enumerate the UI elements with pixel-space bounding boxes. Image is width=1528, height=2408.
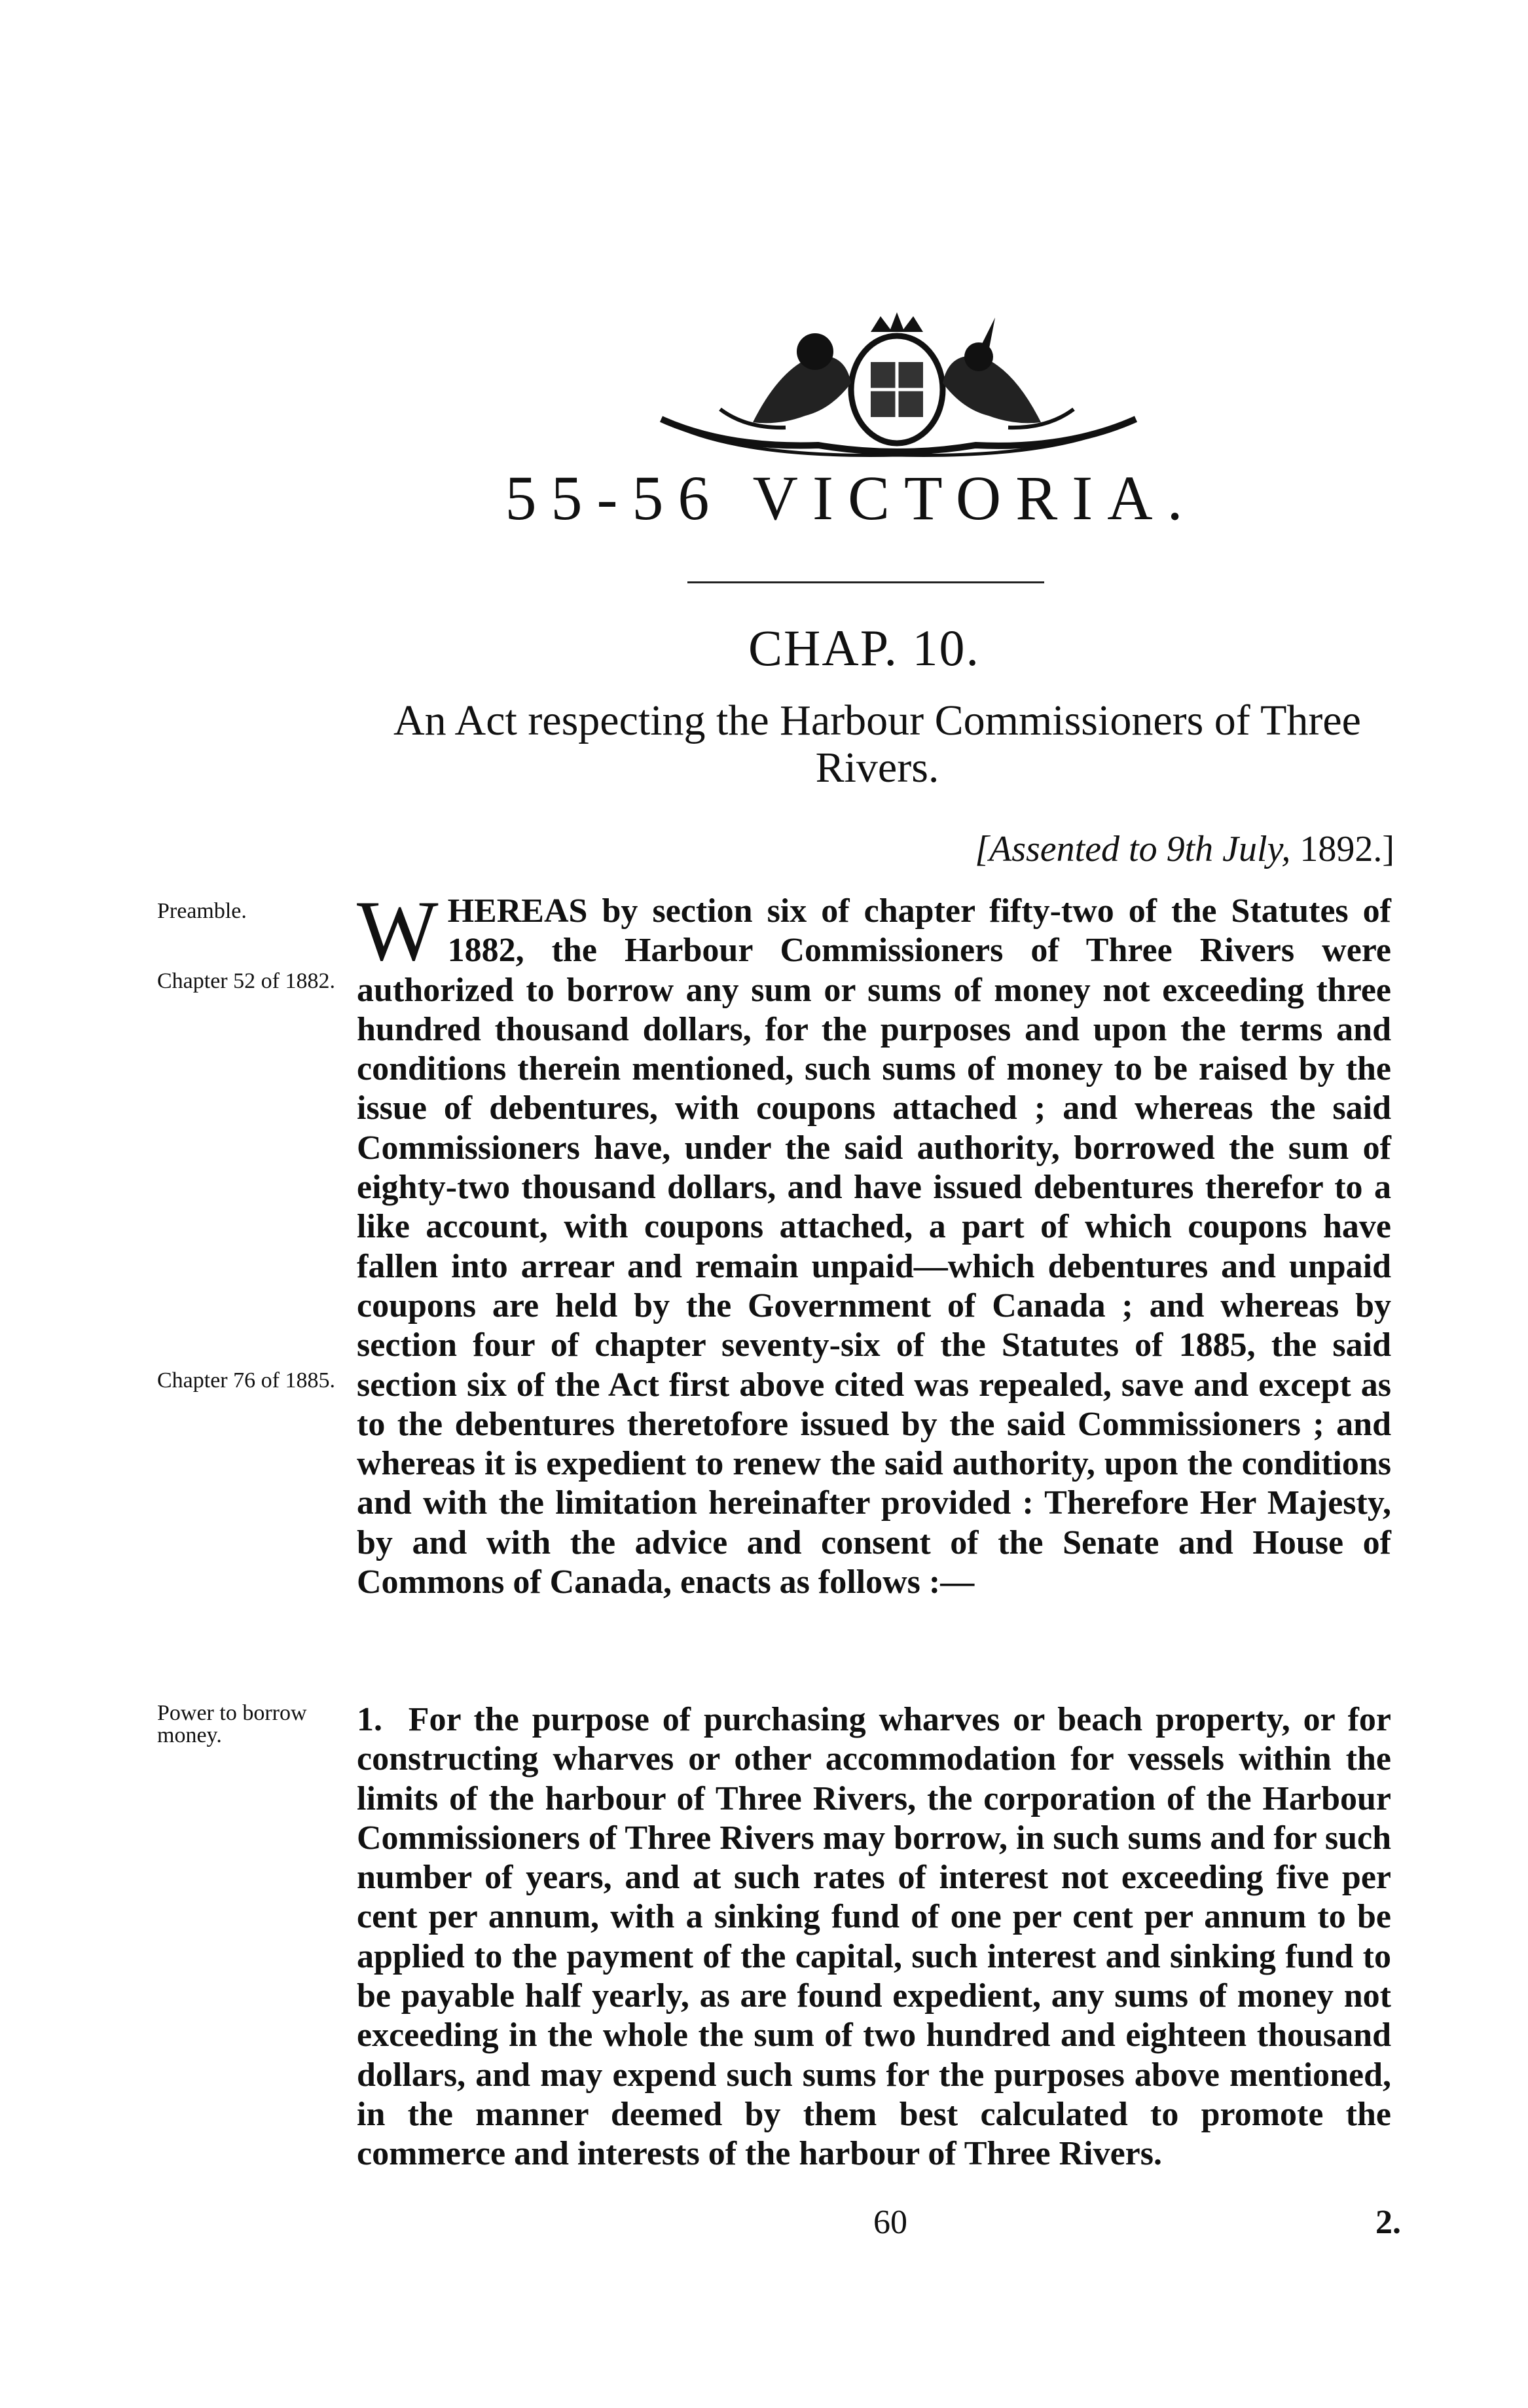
margin-note-power-to-borrow: Power to borrow money. bbox=[157, 1701, 307, 1747]
signature-mark: 2. bbox=[1375, 2204, 1401, 2241]
preamble-paragraph bbox=[357, 883, 1391, 1602]
royal-arms-emblem bbox=[648, 311, 1146, 462]
chapter-heading: CHAP. 10. bbox=[748, 619, 980, 676]
section-1-paragraph bbox=[357, 1700, 1391, 2174]
act-title: An Act respecting the Harbour Commissioners of Three Rivers. bbox=[393, 697, 1361, 792]
drop-cap: W bbox=[357, 883, 439, 979]
section-number: 1. bbox=[357, 1701, 382, 1738]
margin-note-chapter-52: Chapter 52 of 1882. bbox=[157, 969, 335, 993]
margin-note-chapter-76: Chapter 76 of 1885. bbox=[157, 1368, 335, 1393]
assent-date bbox=[812, 828, 1394, 870]
margin-note-preamble: Preamble. bbox=[157, 899, 247, 923]
regnal-year-heading: 55-56 VICTORIA. bbox=[505, 463, 1197, 533]
heading-divider bbox=[687, 581, 1044, 583]
assent-prefix: [Assented to 9th July, bbox=[975, 829, 1291, 869]
preamble-text: HEREAS by section six of chapter fifty-two of the Statutes of 1882, the Harbour Commissioners of Three Rivers were authorized to borrow any sum or sums of money not exceeding three hundred thousand dollars, for the purposes and upon the terms and conditions therein mentioned, such sums of money to be raised by the issue of debentures, with coupons attached ; and whereas the said Commissioners have, under the said authority, borrowed the sum of eighty-two thousand dollars, and have issued debentures therefor to a like account, with coupons attached, a part of which coupons have fallen into arrear and remain unpaid—which debentures and unpaid coupons are held by the Government of Canada ; and whereas by section four of chapter seventy-six of the Statutes of 1885, the said section six of the Act first above cited was repealed, save and except as to the debentures theretofore issued by the said Commissioners ; and whereas it is expedient to renew the said authority, upon the conditions and with the limitation hereinafter provided : Therefore Her Majesty, by and with the advice and consent of the Senate and House of Commons of Canada, enacts as follows :— bbox=[357, 892, 1391, 1601]
assent-year: 1892.] bbox=[1300, 829, 1394, 869]
section-1-text: For the purpose of purchasing wharves or beach property, or for constructing wharves or other accommodation for vessels within the limits of the harbour of Three Rivers, the corporation of the Harbour Commissioners of Three Rivers may borrow, in such sums and for such number of years, and at such rates of interest not exceeding five per cent per annum, with a sinking fund of one per cent per annum to be applied to the payment of the capital, such interest and sinking fund to be payable half yearly, as are found expedient, any sums of money not exceeding in the whole the sum of two hundred and eighteen thousand dollars, and may expend such sums for the purposes above mentioned, in the manner deemed by them best calculated to promote the commerce and interests of the harbour of Three Rivers. bbox=[357, 1701, 1391, 2173]
page-number: 60 bbox=[873, 2204, 907, 2241]
